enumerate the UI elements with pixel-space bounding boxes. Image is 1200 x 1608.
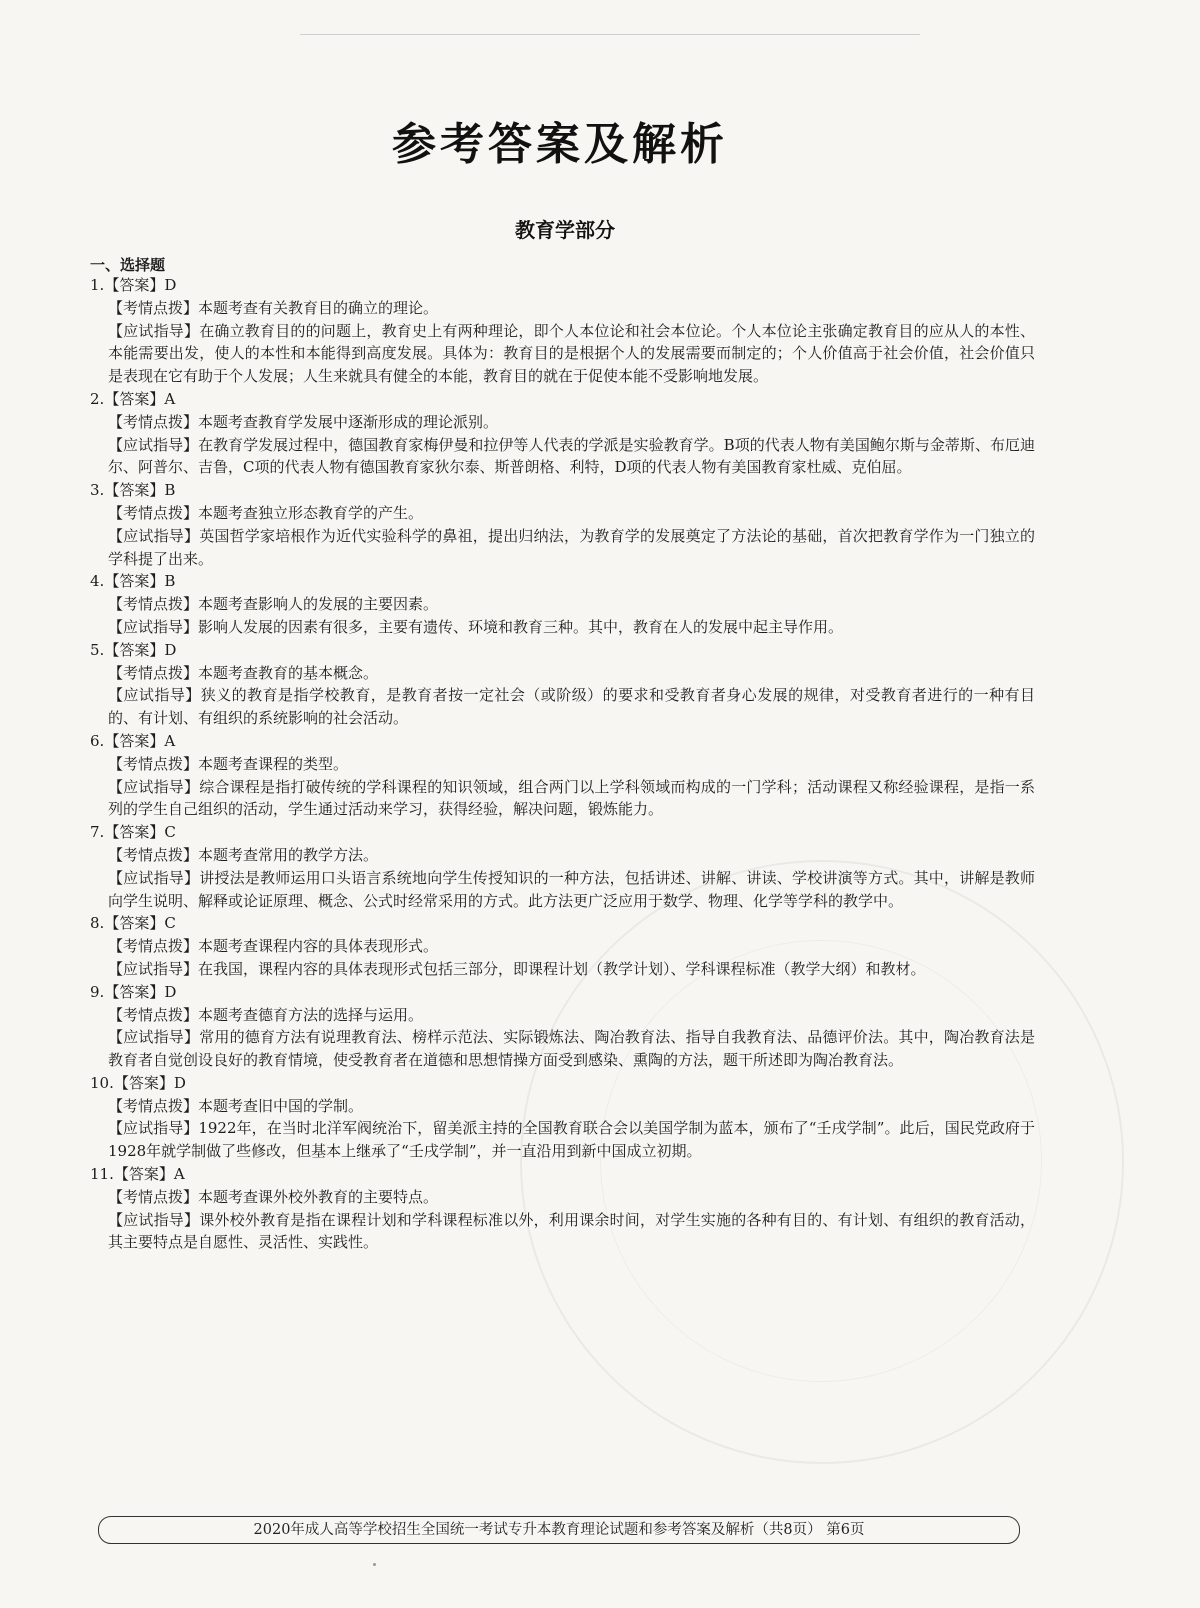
question-number: 2. <box>90 389 105 408</box>
answer-line <box>90 639 1035 662</box>
answer-list <box>90 274 1035 1254</box>
guide-text: 【应试指导】讲授法是教师运用口头语言系统地向学生传授知识的一种方法，包括讲述、讲解、讲读、学校讲演等方式。其中，讲解是教师向学生说明、解释或论证原理、概念、公式时经常采用的方式。此方法更广泛应用于数学、物理、化学等学科的教学中。 <box>108 868 1035 910</box>
answer-text: 【答案】B <box>104 481 176 500</box>
point-line: 【考情点拨】本题考查独立形态教育学的产生。 <box>108 503 424 522</box>
part-heading: 一、选择题 <box>90 256 166 274</box>
guide-text: 【应试指导】狭义的教育是指学校教育，是教育者按一定社会（或阶级）的要求和受教育者身心发展的规律，对受教育者进行的一种有目的、有计划、有组织的系统影响的社会活动。 <box>108 686 1035 728</box>
guide-text: 【应试指导】在我国，课程内容的具体表现形式包括三部分，即课程计划（教学计划）、学科课程标准（教学大纲）和教材。 <box>108 959 926 978</box>
answer-text: 【答案】D <box>104 276 177 294</box>
point-line: 【考情点拨】本题考查旧中国的学制。 <box>108 1096 364 1115</box>
answer-text: 【答案】A <box>104 731 176 750</box>
question-block <box>90 570 1035 638</box>
section-title: 教育学部分 <box>515 218 615 242</box>
guide-text: 【应试指导】1922年，在当时北洋军阀统治下，留美派主持的全国教育联合会以美国学制为蓝本，颁布了“壬戌学制”。此后，国民党政府于1928年就学制做了些修改，但基本上继承了“壬戌学制”，并一直沿用到新中国成立初期。 <box>108 1119 1035 1161</box>
point-line: 【考情点拨】本题考查常用的教学方法。 <box>108 845 379 864</box>
point-line: 【考情点拨】本题考查课程的类型。 <box>108 754 349 773</box>
guide-text: 【应试指导】英国哲学家培根作为近代实验科学的鼻祖，提出归纳法，为教育学的发展奠定了方法论的基础，首次把教育学作为一门独立的学科提了出来。 <box>108 526 1035 568</box>
answer-line <box>90 912 1035 935</box>
question-number: 8. <box>90 914 105 933</box>
answer-line <box>90 1072 1035 1095</box>
answer-text: 【答案】A <box>113 1165 185 1184</box>
question-block <box>90 639 1035 730</box>
footer-dot <box>373 1563 376 1566</box>
point-line: 【考情点拨】本题考查德育方法的选择与运用。 <box>108 1005 424 1024</box>
point-line: 【考情点拨】本题考查课外校外教育的主要特点。 <box>108 1187 439 1206</box>
point-line: 【考情点拨】本题考查教育的基本概念。 <box>108 663 379 682</box>
question-block <box>90 912 1035 980</box>
answer-line <box>90 274 1035 297</box>
question-number: 7. <box>90 823 105 842</box>
answer-text: 【答案】A <box>104 389 176 408</box>
page-title: 参考答案及解析 <box>392 119 728 170</box>
question-block <box>90 274 1035 388</box>
question-number: 1. <box>90 276 105 294</box>
guide-text: 【应试指导】常用的德育方法有说理教育法、榜样示范法、实际锻炼法、陶冶教育法、指导自我教育法、品德评价法。其中，陶冶教育法是教育者自觉创设良好的教育情境，使受教育者在道德和思想情操方面受到感染、熏陶的方法，题干所述即为陶冶教育法。 <box>108 1028 1035 1070</box>
question-number: 5. <box>90 640 105 659</box>
question-block <box>90 730 1035 821</box>
answer-line <box>90 570 1035 593</box>
answer-line <box>90 821 1035 844</box>
answer-line <box>90 730 1035 753</box>
top-rule <box>300 34 920 35</box>
question-block <box>90 981 1035 1072</box>
question-block <box>90 1072 1035 1163</box>
answer-text: 【答案】B <box>104 572 176 591</box>
guide-text: 【应试指导】影响人发展的因素有很多，主要有遗传、环境和教育三种。其中，教育在人的发展中起主导作用。 <box>108 617 844 636</box>
answer-text: 【答案】C <box>104 914 176 933</box>
point-line: 【考情点拨】本题考查教育学发展中逐渐形成的理论派别。 <box>108 412 499 431</box>
answer-line <box>90 1163 1035 1186</box>
answer-line <box>90 981 1035 1004</box>
guide-text: 【应试指导】在教育学发展过程中，德国教育家梅伊曼和拉伊等人代表的学派是实验教育学。B项的代表人物有美国鲍尔斯与金蒂斯、布厄迪尔、阿普尔、吉鲁，C项的代表人物有德国教育家狄尔泰、斯普朗格、利特，D项的代表人物有美国教育家杜威、克伯屈。 <box>108 435 1035 477</box>
question-block <box>90 1163 1035 1254</box>
point-line: 【考情点拨】本题考查影响人的发展的主要因素。 <box>108 595 439 614</box>
point-line: 【考情点拨】本题考查有关教育目的确立的理论。 <box>108 298 439 317</box>
answer-text: 【答案】D <box>104 982 177 1001</box>
answer-line <box>90 388 1035 411</box>
answer-text: 【答案】D <box>113 1073 186 1092</box>
question-number: 4. <box>90 572 105 591</box>
question-block <box>90 388 1035 479</box>
question-number: 3. <box>90 481 105 500</box>
question-number: 9. <box>90 982 105 1001</box>
answer-text: 【答案】C <box>104 823 176 842</box>
question-number: 10. <box>90 1073 114 1092</box>
page-footer: 2020年成人高等学校招生全国统一考试专升本教育理论试题和参考答案及解析（共8页） 第6页 <box>98 1516 1020 1544</box>
point-line: 【考情点拨】本题考查课程内容的具体表现形式。 <box>108 937 439 956</box>
question-block <box>90 479 1035 570</box>
question-number: 11. <box>90 1165 114 1184</box>
guide-text: 【应试指导】课外校外教育是指在课程计划和学科课程标准以外，利用课余时间，对学生实施的各种有目的、有计划、有组织的教育活动，其主要特点是自愿性、灵活性、实践性。 <box>108 1210 1035 1252</box>
answer-text: 【答案】D <box>104 640 177 659</box>
question-number: 6. <box>90 731 105 750</box>
answer-line <box>90 479 1035 502</box>
guide-text: 【应试指导】在确立教育目的的问题上，教育史上有两种理论，即个人本位论和社会本位论。个人本位论主张确定教育目的应从人的本性、本能需要出发，使人的本性和本能得到高度发展。具体为：教育目的是根据个人的发展需要而制定的；个人价值高于社会价值，社会价值只是表现在它有助于个人发展；人生来就具有健全的本能，教育目的就在于促使本能不受影响地发展。 <box>108 321 1035 386</box>
guide-text: 【应试指导】综合课程是指打破传统的学科课程的知识领域，组合两门以上学科领域而构成的一门学科；活动课程又称经验课程，是指一系列的学生自己组织的活动，学生通过活动来学习，获得经验，解决问题，锻炼能力。 <box>108 777 1035 819</box>
question-block <box>90 821 1035 912</box>
